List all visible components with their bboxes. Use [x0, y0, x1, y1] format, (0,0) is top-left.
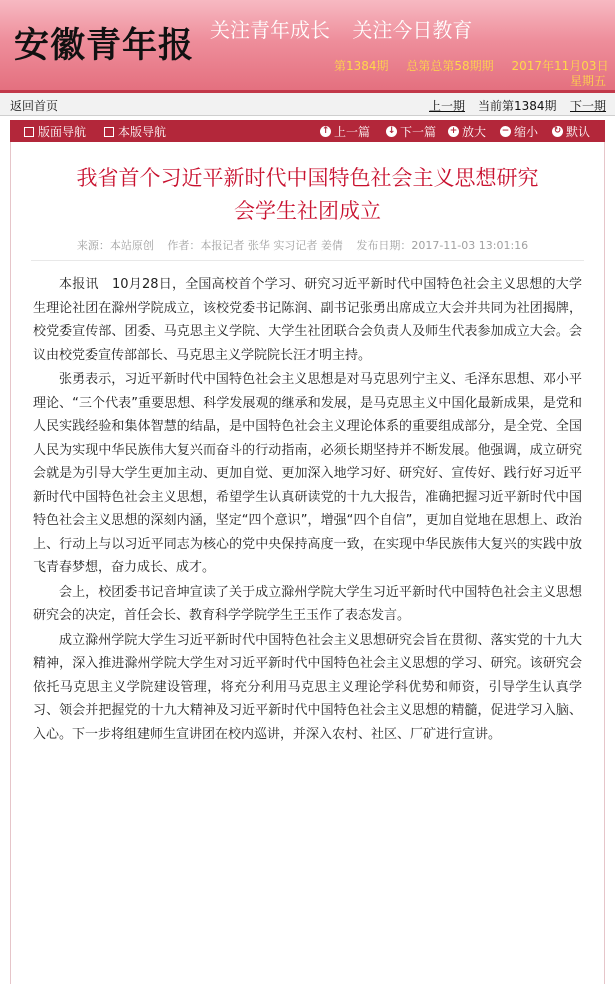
page-nav-button[interactable]: [24, 123, 86, 140]
article-author: 作者：本报记者 张华 实习记者 姜倩: [167, 239, 343, 252]
this-page-nav-button[interactable]: [104, 123, 166, 140]
article-title-line-2: 会学生社团成立: [234, 199, 381, 223]
square-icon: [24, 127, 34, 137]
issue-nav-bar: [0, 93, 615, 116]
masthead: [0, 0, 615, 93]
next-issue-link[interactable]: 下一期: [570, 99, 607, 113]
prev-article-label: 上一篇: [334, 125, 371, 139]
issue-weekday: 星期五: [570, 74, 607, 88]
article-paragraph: 本报讯 10月28日，全国高校首个学习、研究习近平新时代中国特色社会主义思想的大学生理论社团在滁州学院成立，该校党委书记陈润、副书记张勇出席成立大会并共同为社团揭牌，校党委宣传部、团委、马克思主义学院、大学生社团联合会负责人及师生代表参加成立大会。会议由校党委宣传部部长、马克思主义学院院长汪才明主持。: [33, 277, 582, 363]
article-body: [11, 261, 604, 746]
current-issue-label: 当前第1384期: [478, 99, 557, 113]
slogan-1: 关注青年成长: [210, 18, 330, 42]
plus-icon: +: [449, 126, 458, 136]
issue-date: 2017年11月03日: [511, 59, 609, 73]
zoom-out-label: 缩小: [514, 125, 539, 139]
default-size-label: 默认: [566, 125, 591, 139]
issue-number: 第1384期: [334, 59, 389, 73]
article-container: [10, 142, 605, 984]
article-paragraph: 成立滁州学院大学生习近平新时代中国特色社会主义思想研究会旨在贯彻、落实党的十九大精神，深入推进滁州学院大学生对习近平新时代中国特色社会主义思想的学习、研究。该研究会依托马克思主义学院建设管理，将充分利用马克思主义理论学科优势和师资，引导学生认真学习、领会并把握党的十九大精神及习近平新时代中国特色社会主义思想的精髓，促进学习入脑、入心。下一步将组建师生宣讲团在校内巡讲，并深入农村、社区、厂矿进行宣讲。: [33, 632, 582, 742]
article-source: 来源：本站原创: [76, 239, 154, 252]
article-publish-date: 发布日期：2017-11-03 13:01:16: [356, 239, 529, 252]
article-paragraph: 会上，校团委书记音坤宣读了关于成立滁州学院大学生习近平新时代中国特色社会主义思想研究会的决定，首任会长、教育科学学院学生王玉作了表态发言。: [33, 584, 582, 623]
zoom-out-button[interactable]: [500, 123, 538, 140]
arrow-down-icon: ↓: [387, 126, 396, 136]
reset-icon: ↻: [553, 126, 562, 136]
newspaper-logo: 安徽青年报: [14, 26, 195, 66]
next-article-button[interactable]: [386, 123, 436, 140]
prev-issue-link[interactable]: 上一期: [429, 99, 466, 113]
article-paragraph: 张勇表示，习近平新时代中国特色社会主义思想是对马克思列宁主义、毛泽东思想、邓小平理论、“三个代表”重要思想、科学发展观的继承和发展，是马克思主义中国化最新成果，是党和人民实践经验和集体智慧的结晶，是中国特色社会主义理论体系的重要组成部分，是全党、全国人民为实现中华民族伟大复兴而奋斗的行动指南，必须长期坚持并不断发展。他强调，成立研究会就是为引导大学生更加主动、更加自觉、更加深入地学习好、研究好、宣传好、践行好习近平新时代中国特色社会主义思想，希望学生认真研读党的十九大报告，准确把握习近平新时代中国特色社会主义思想的深刻内涵，坚定“四个意识”，增强“四个自信”，更加自觉地在思想上、政治上、行动上与以习近平同志为核心的党中央保持高度一致，在实现中华民族伟大复兴的实践中放飞青春梦想，奋力成长、成才。: [33, 372, 582, 575]
default-size-button[interactable]: [552, 123, 590, 140]
prev-article-button[interactable]: [320, 123, 370, 140]
article-meta: [31, 237, 584, 261]
zoom-in-label: 放大: [462, 125, 487, 139]
arrow-up-icon: ↑: [321, 126, 330, 136]
square-icon: [104, 127, 114, 137]
this-page-nav-label: 本版导航: [118, 125, 167, 139]
slogan-2: 关注今日教育: [352, 18, 473, 42]
zoom-in-button[interactable]: [448, 123, 486, 140]
article-toolbar: [10, 120, 605, 142]
next-article-label: 下一篇: [400, 125, 437, 139]
slogan: [210, 14, 488, 43]
minus-icon: −: [501, 126, 510, 136]
article-title: [11, 142, 604, 228]
back-home-link[interactable]: 返回首页: [10, 99, 59, 113]
article-title-line-1: 我省首个习近平新时代中国特色社会主义思想研究: [76, 166, 539, 190]
total-issue-number: 总第总第58期期: [406, 59, 494, 73]
page-nav-label: 版面导航: [38, 125, 87, 139]
